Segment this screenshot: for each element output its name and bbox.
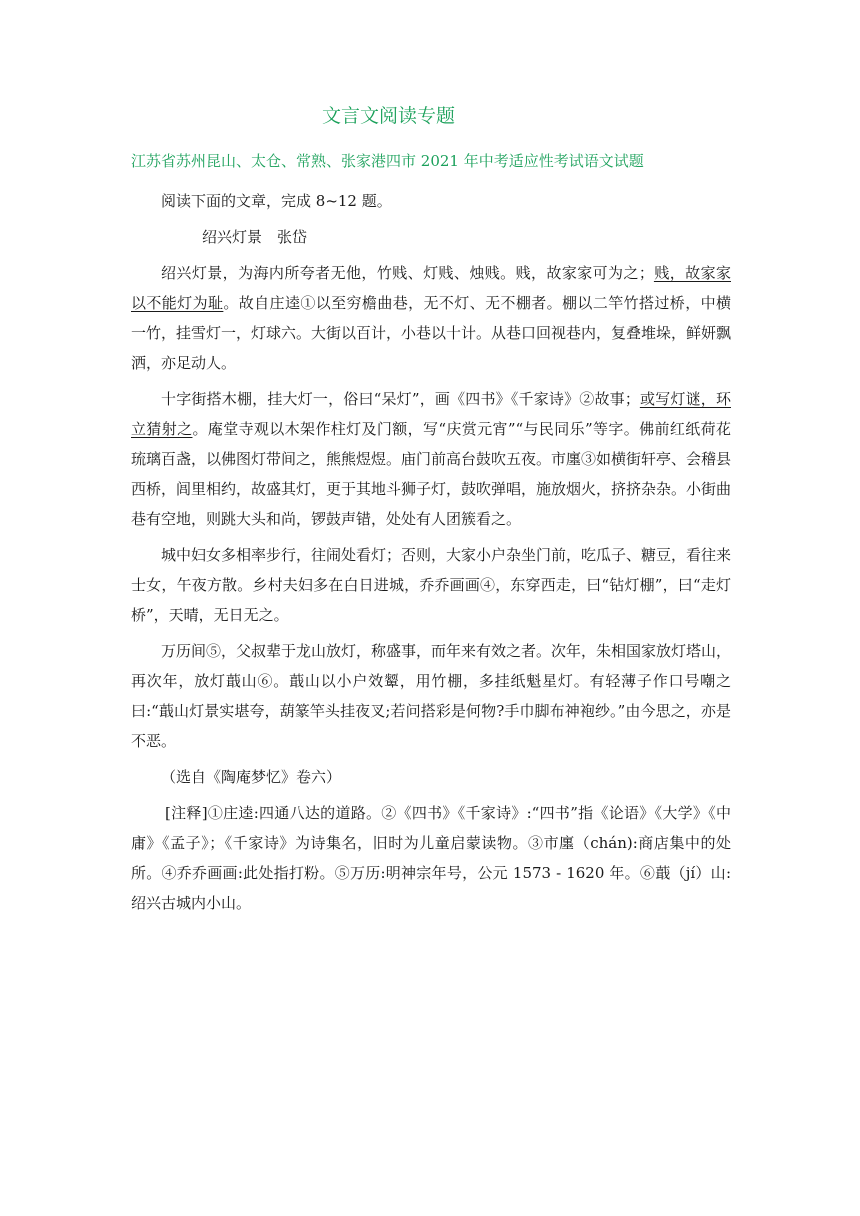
paragraph-1 <box>131 258 731 378</box>
paragraph-2 <box>131 384 731 534</box>
paragraph-1-text-b: 。故自庄逵①以至穷檐曲巷，无不灯、无不棚者。棚以二竿竹搭过桥，中横一竹，挂雪灯一，灯球六。大街以百计，小巷以十计。从巷口回视巷内，复叠堆垛，鲜妍飘洒，亦足动人。 <box>131 294 732 372</box>
paragraph-2-text-a: 十字街搭木棚，挂大灯一，俗曰“呆灯”，画《四书》《千家诗》②故事； <box>161 390 640 408</box>
paragraph-2-underlined-sentence: 或写灯谜，环立猜射之 <box>131 390 731 438</box>
paragraph-1-text-a: 绍兴灯景，为海内所夸者无他，竹贱、灯贱、烛贱。贱，故家家可为之； <box>161 264 654 282</box>
paragraph-4: 万历间⑤，父叔辈于龙山放灯，称盛事，而年来有效之者。次年，朱相国家放灯塔山，再次年，放灯蕺山⑥。蕺山以小户效颦，用竹棚，多挂纸魁星灯。有轻薄子作口号嘲之曰:“蕺山灯景实堪夸，葫篆竿头挂夜叉;若问搭彩是何物?手巾脚布神袍纱。”由今思之，亦是不恶。 <box>131 642 732 750</box>
paragraph-2-text-b: 。庵堂寺观以木架作柱灯及门额，写“庆赏元宵”“与民同乐”等字。佛前红纸荷花琉璃百盏，以佛图灯带间之，熊熊煜煜。庙门前高台鼓吹五夜。市廛③如横街轩亭、会稽县西桥，闾里相约，故盛其灯，更于其地斗狮子灯，鼓吹弹唱，施放烟火，挤挤杂杂。小街曲巷有空地，则跳大头和尚，锣鼓声错，处处有人团簇看之。 <box>131 420 732 528</box>
paragraph-1-underlined-sentence: 贱，故家家以不能灯为耻 <box>131 264 731 312</box>
annotations: [注释]①庄逵:四通八达的道路。②《四书》《千家诗》:“四书”指《论语》《大学》《中庸》《孟子》；《千家诗》为诗集名，旧时为儿童启蒙读物。③市廛（chán):商店集中的处所。④乔乔画画:此处指打粉。⑤万历:明神宗年号，公元 1573 - 1620 年。⑥蕺（jí）山:绍兴古城内小山。 <box>131 804 731 912</box>
source-citation: （选自《陶庵梦忆》卷六） <box>161 768 342 786</box>
document-page <box>131 100 731 918</box>
essay-title-author: 绍兴灯景 张岱 <box>202 228 308 246</box>
exam-source-heading: 江苏省苏州昆山、太仓、常熟、张家港四市 2021 年中考适应性考试语文试题 <box>131 152 644 170</box>
document-title: 文言文阅读专题 <box>322 105 456 127</box>
paragraph-3: 城中妇女多相率步行，往闹处看灯；否则，大家小户杂坐门前，吃瓜子、糖豆，看往来士女，午夜方散。乡村夫妇多在白日进城，乔乔画画④，东穿西走，曰“钻灯棚”，曰“走灯桥”，天晴，无日无之。 <box>131 546 732 624</box>
reading-instruction: 阅读下面的文章，完成 8~12 题。 <box>161 192 392 210</box>
